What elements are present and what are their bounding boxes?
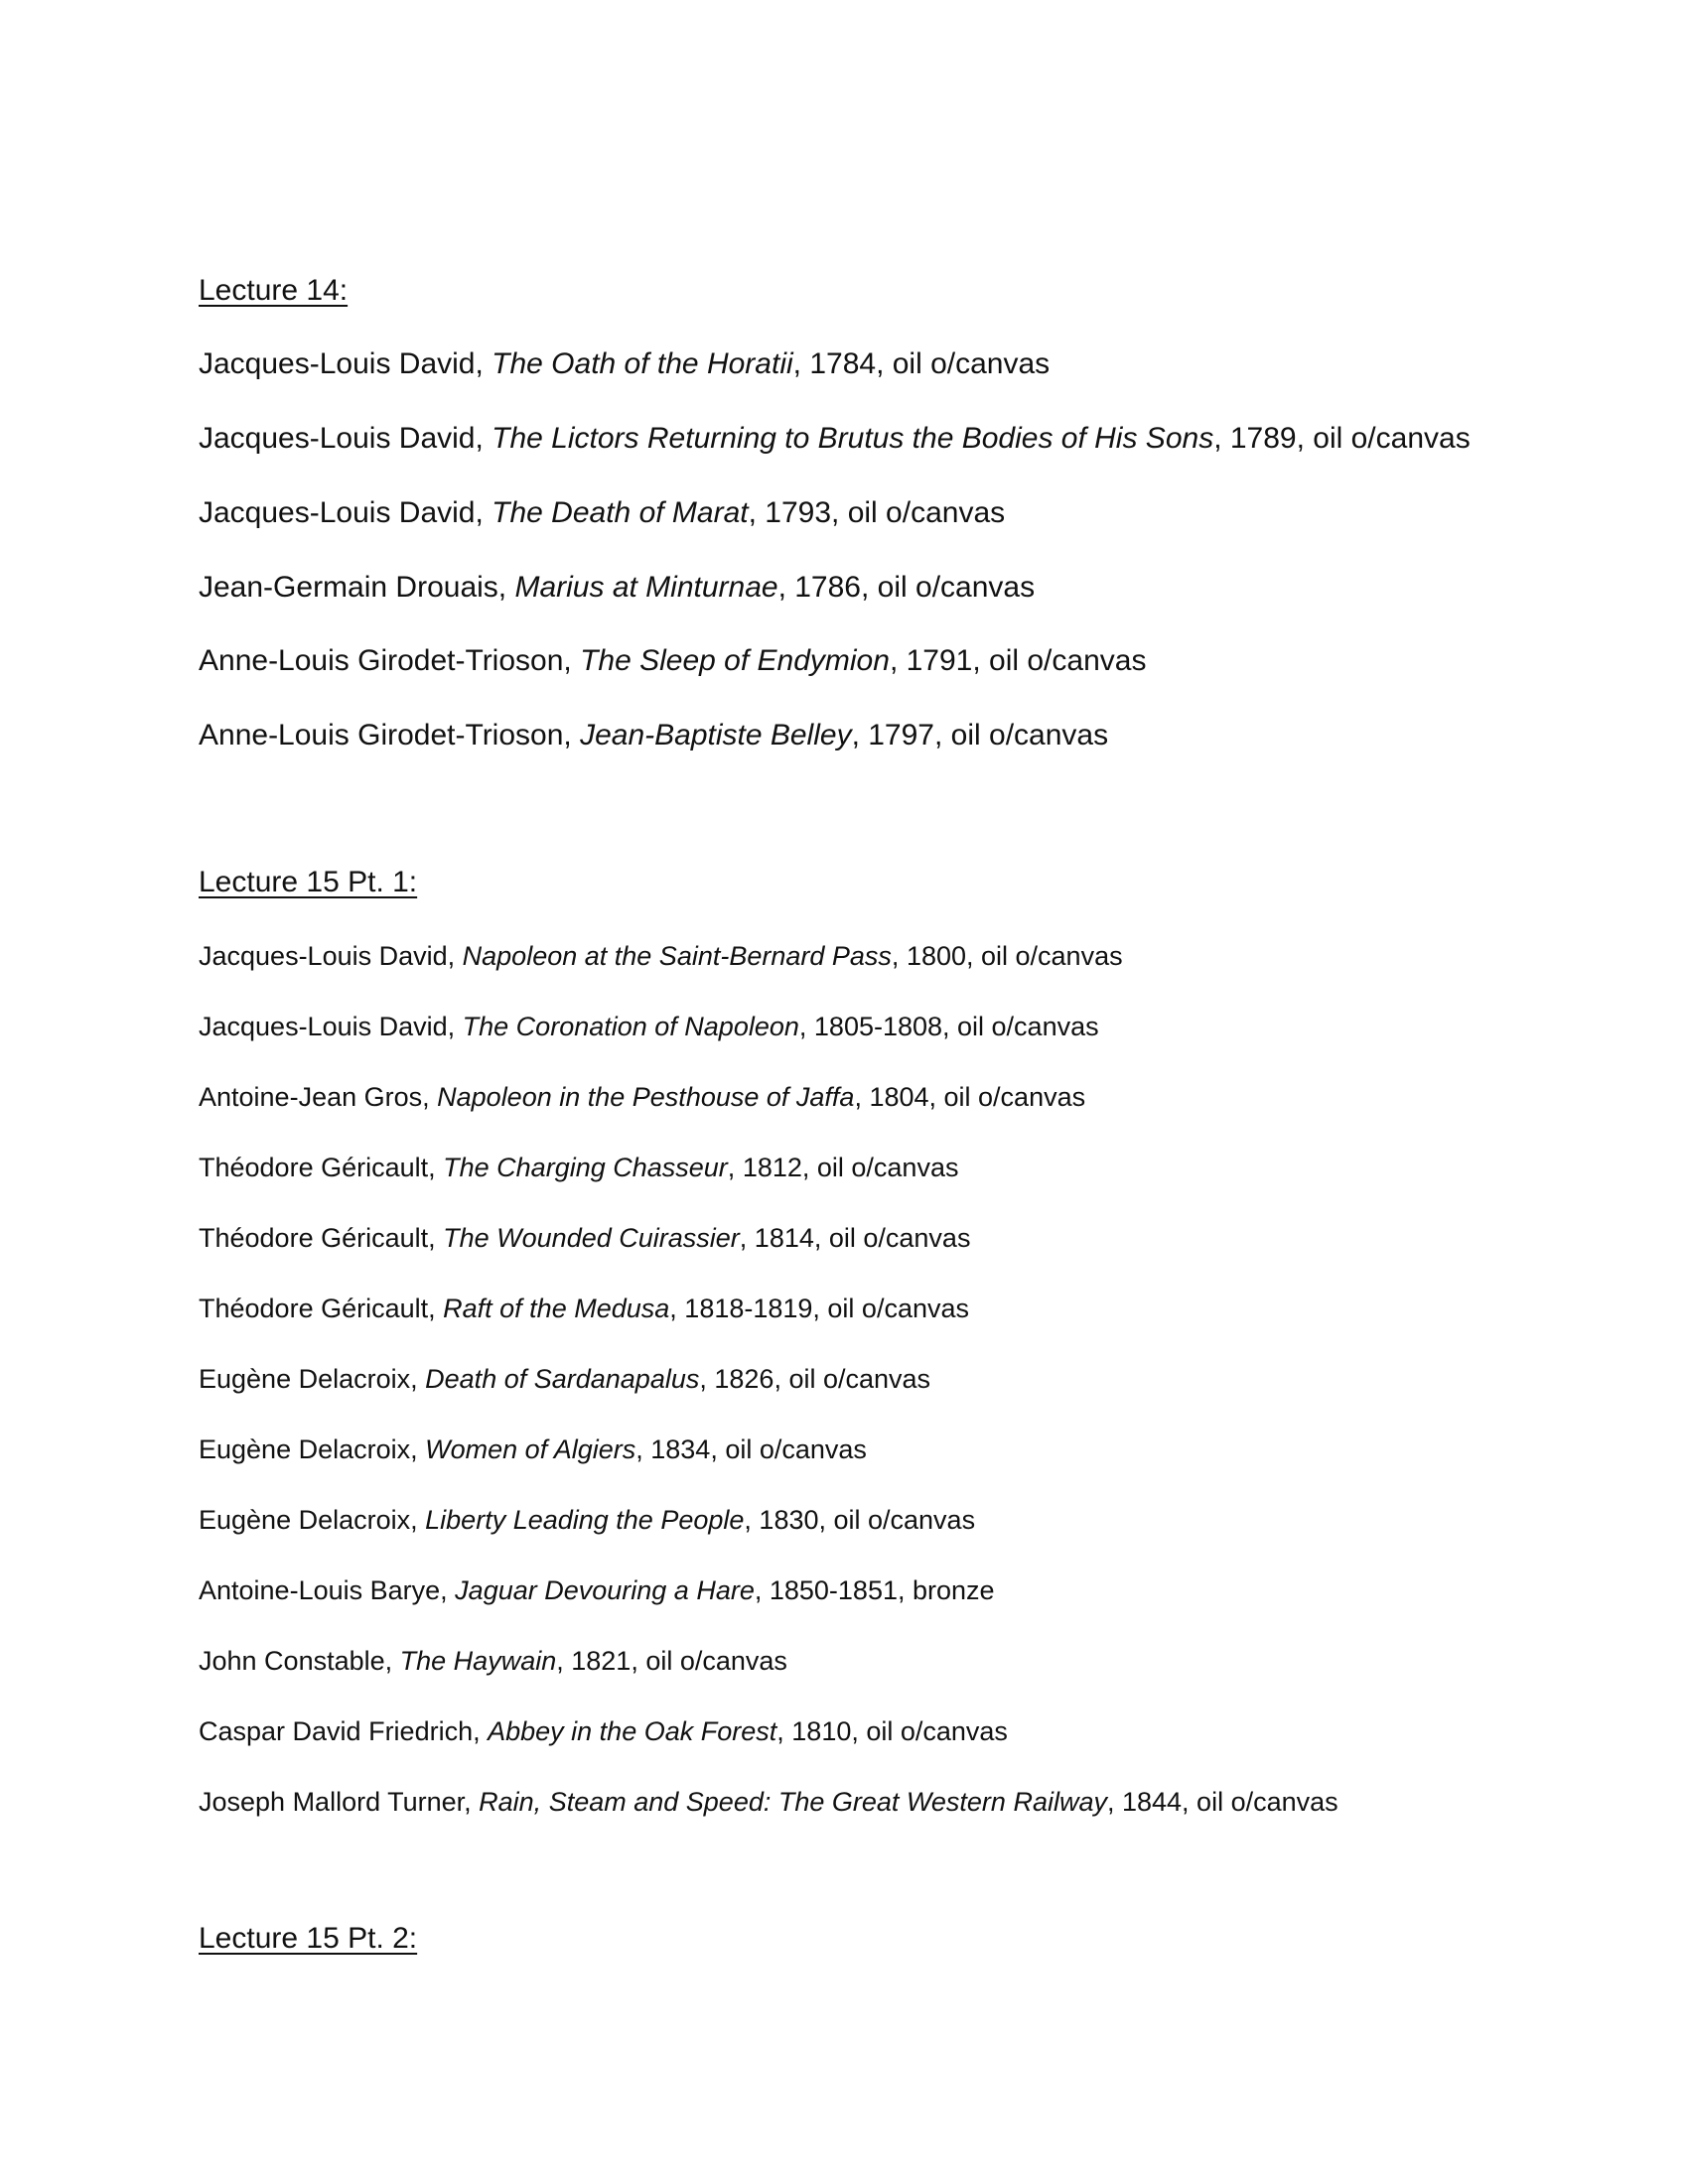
- artwork-details: 1805-1808, oil o/canvas: [813, 1012, 1099, 1041]
- artwork-title: The Sleep of Endymion: [580, 644, 890, 677]
- artwork-entry: Anne-Louis Girodet-Trioson, The Sleep of Endymion, 1791, oil o/canvas: [199, 644, 1147, 677]
- artwork-title: The Death of Marat: [492, 496, 749, 529]
- artist-name: Anne-Louis Girodet-Trioson: [199, 719, 564, 751]
- artwork-title: Napoleon at the Saint-Bernard Pass: [462, 941, 892, 971]
- artwork-details: 1844, oil o/canvas: [1121, 1787, 1338, 1817]
- artwork-details: 1814, oil o/canvas: [754, 1223, 971, 1253]
- artwork-details: 1834, oil o/canvas: [650, 1434, 867, 1464]
- artwork-title: The Oath of the Horatii: [492, 347, 793, 380]
- artwork-details: 1810, oil o/canvas: [791, 1716, 1008, 1746]
- artwork-title: Women of Algiers: [425, 1434, 636, 1464]
- artist-name: John Constable: [199, 1646, 385, 1676]
- artist-name: Antoine-Jean Gros: [199, 1082, 423, 1112]
- artist-name: Jacques-Louis David: [199, 496, 476, 529]
- artwork-details: 1818-1819, oil o/canvas: [684, 1294, 970, 1323]
- artwork-entry: Théodore Géricault, The Wounded Cuirassier, 1814, oil o/canvas: [199, 1223, 971, 1253]
- artwork-entry: Eugène Delacroix, Liberty Leading the People, 1830, oil o/canvas: [199, 1505, 976, 1535]
- artwork-entry: Jacques-Louis David, The Coronation of Napoleon, 1805-1808, oil o/canvas: [199, 1012, 1099, 1041]
- artwork-title: Liberty Leading the People: [425, 1505, 745, 1535]
- artist-name: Théodore Géricault: [199, 1153, 429, 1182]
- artwork-details: 1789, oil o/canvas: [1229, 422, 1471, 455]
- artist-name: Antoine-Louis Barye: [199, 1575, 441, 1605]
- artwork-title: Jean-Baptiste Belley: [580, 719, 852, 751]
- artwork-entry: Jacques-Louis David, The Death of Marat, 1793, oil o/canvas: [199, 496, 1006, 529]
- artist-name: Jacques-Louis David: [199, 941, 448, 971]
- artwork-title: Death of Sardanapalus: [425, 1364, 700, 1394]
- artwork-details: 1821, oil o/canvas: [571, 1646, 787, 1676]
- artwork-details: 1812, oil o/canvas: [742, 1153, 959, 1182]
- artwork-entry: Théodore Géricault, Raft of the Medusa, 1818-1819, oil o/canvas: [199, 1294, 970, 1323]
- artwork-details: 1850-1851, bronze: [769, 1575, 995, 1605]
- artwork-title: Marius at Minturnae: [514, 571, 778, 604]
- artwork-title: Abbey in the Oak Forest: [488, 1716, 777, 1746]
- artwork-entry: Jean-Germain Drouais, Marius at Minturnae, 1786, oil o/canvas: [199, 571, 1036, 604]
- artist-name: Caspar David Friedrich: [199, 1716, 474, 1746]
- artwork-title: The Lictors Returning to Brutus the Bodies of His Sons: [492, 422, 1214, 455]
- artwork-entry: Jacques-Louis David, The Lictors Returning to Brutus the Bodies of His Sons, 1789, oil o/canvas: [199, 422, 1471, 455]
- artwork-entry: Antoine-Louis Barye, Jaguar Devouring a Hare, 1850-1851, bronze: [199, 1575, 995, 1605]
- artwork-details: 1804, oil o/canvas: [869, 1082, 1086, 1112]
- artwork-entry: Antoine-Jean Gros, Napoleon in the Pesthouse of Jaffa, 1804, oil o/canvas: [199, 1082, 1086, 1112]
- artwork-title: Jaguar Devouring a Hare: [455, 1575, 755, 1605]
- artwork-title: Napoleon in the Pesthouse of Jaffa: [437, 1082, 855, 1112]
- artist-name: Eugène Delacroix: [199, 1364, 411, 1394]
- artist-name: Jean-Germain Drouais: [199, 571, 498, 604]
- artwork-title: The Coronation of Napoleon: [462, 1012, 799, 1041]
- artist-name: Eugène Delacroix: [199, 1505, 411, 1535]
- section-heading: Lecture 14:: [199, 274, 349, 307]
- artwork-details: 1791, oil o/canvas: [906, 644, 1147, 677]
- artwork-details: 1830, oil o/canvas: [759, 1505, 976, 1535]
- artwork-title: The Charging Chasseur: [443, 1153, 728, 1182]
- artwork-details: 1786, oil o/canvas: [794, 571, 1036, 604]
- section-heading: Lecture 15 Pt. 1:: [199, 866, 418, 898]
- artist-name: Eugène Delacroix: [199, 1434, 411, 1464]
- artwork-entry: Anne-Louis Girodet-Trioson, Jean-Baptiste Belley, 1797, oil o/canvas: [199, 719, 1109, 751]
- artist-name: Jacques-Louis David: [199, 347, 476, 380]
- artwork-entry: Jacques-Louis David, Napoleon at the Saint-Bernard Pass, 1800, oil o/canvas: [199, 941, 1123, 971]
- artwork-title: The Wounded Cuirassier: [443, 1223, 740, 1253]
- artwork-entry: Eugène Delacroix, Death of Sardanapalus, 1826, oil o/canvas: [199, 1364, 931, 1394]
- artwork-entry: Théodore Géricault, The Charging Chasseur, 1812, oil o/canvas: [199, 1153, 959, 1182]
- artwork-title: Raft of the Medusa: [443, 1294, 670, 1323]
- artwork-entry: John Constable, The Haywain, 1821, oil o/canvas: [199, 1646, 787, 1676]
- artwork-entry: Jacques-Louis David, The Oath of the Horatii, 1784, oil o/canvas: [199, 347, 1051, 380]
- artist-name: Jacques-Louis David: [199, 1012, 448, 1041]
- artist-name: Jacques-Louis David: [199, 422, 476, 455]
- artwork-title: The Haywain: [399, 1646, 557, 1676]
- artwork-details: 1800, oil o/canvas: [906, 941, 1123, 971]
- artist-name: Joseph Mallord Turner: [199, 1787, 465, 1817]
- artwork-details: 1826, oil o/canvas: [714, 1364, 931, 1394]
- artwork-details: 1797, oil o/canvas: [868, 719, 1109, 751]
- artwork-details: 1784, oil o/canvas: [809, 347, 1051, 380]
- artist-name: Théodore Géricault: [199, 1223, 429, 1253]
- artist-name: Anne-Louis Girodet-Trioson: [199, 644, 564, 677]
- artwork-details: 1793, oil o/canvas: [765, 496, 1006, 529]
- artwork-entry: Caspar David Friedrich, Abbey in the Oak Forest, 1810, oil o/canvas: [199, 1716, 1008, 1746]
- artwork-entry: Joseph Mallord Turner, Rain, Steam and Speed: The Great Western Railway, 1844, oil o/canvas: [199, 1787, 1338, 1817]
- section-heading: Lecture 15 Pt. 2:: [199, 1922, 418, 1955]
- artwork-title: Rain, Steam and Speed: The Great Western Railway: [479, 1787, 1107, 1817]
- artwork-entry: Eugène Delacroix, Women of Algiers, 1834, oil o/canvas: [199, 1434, 867, 1464]
- artist-name: Théodore Géricault: [199, 1294, 429, 1323]
